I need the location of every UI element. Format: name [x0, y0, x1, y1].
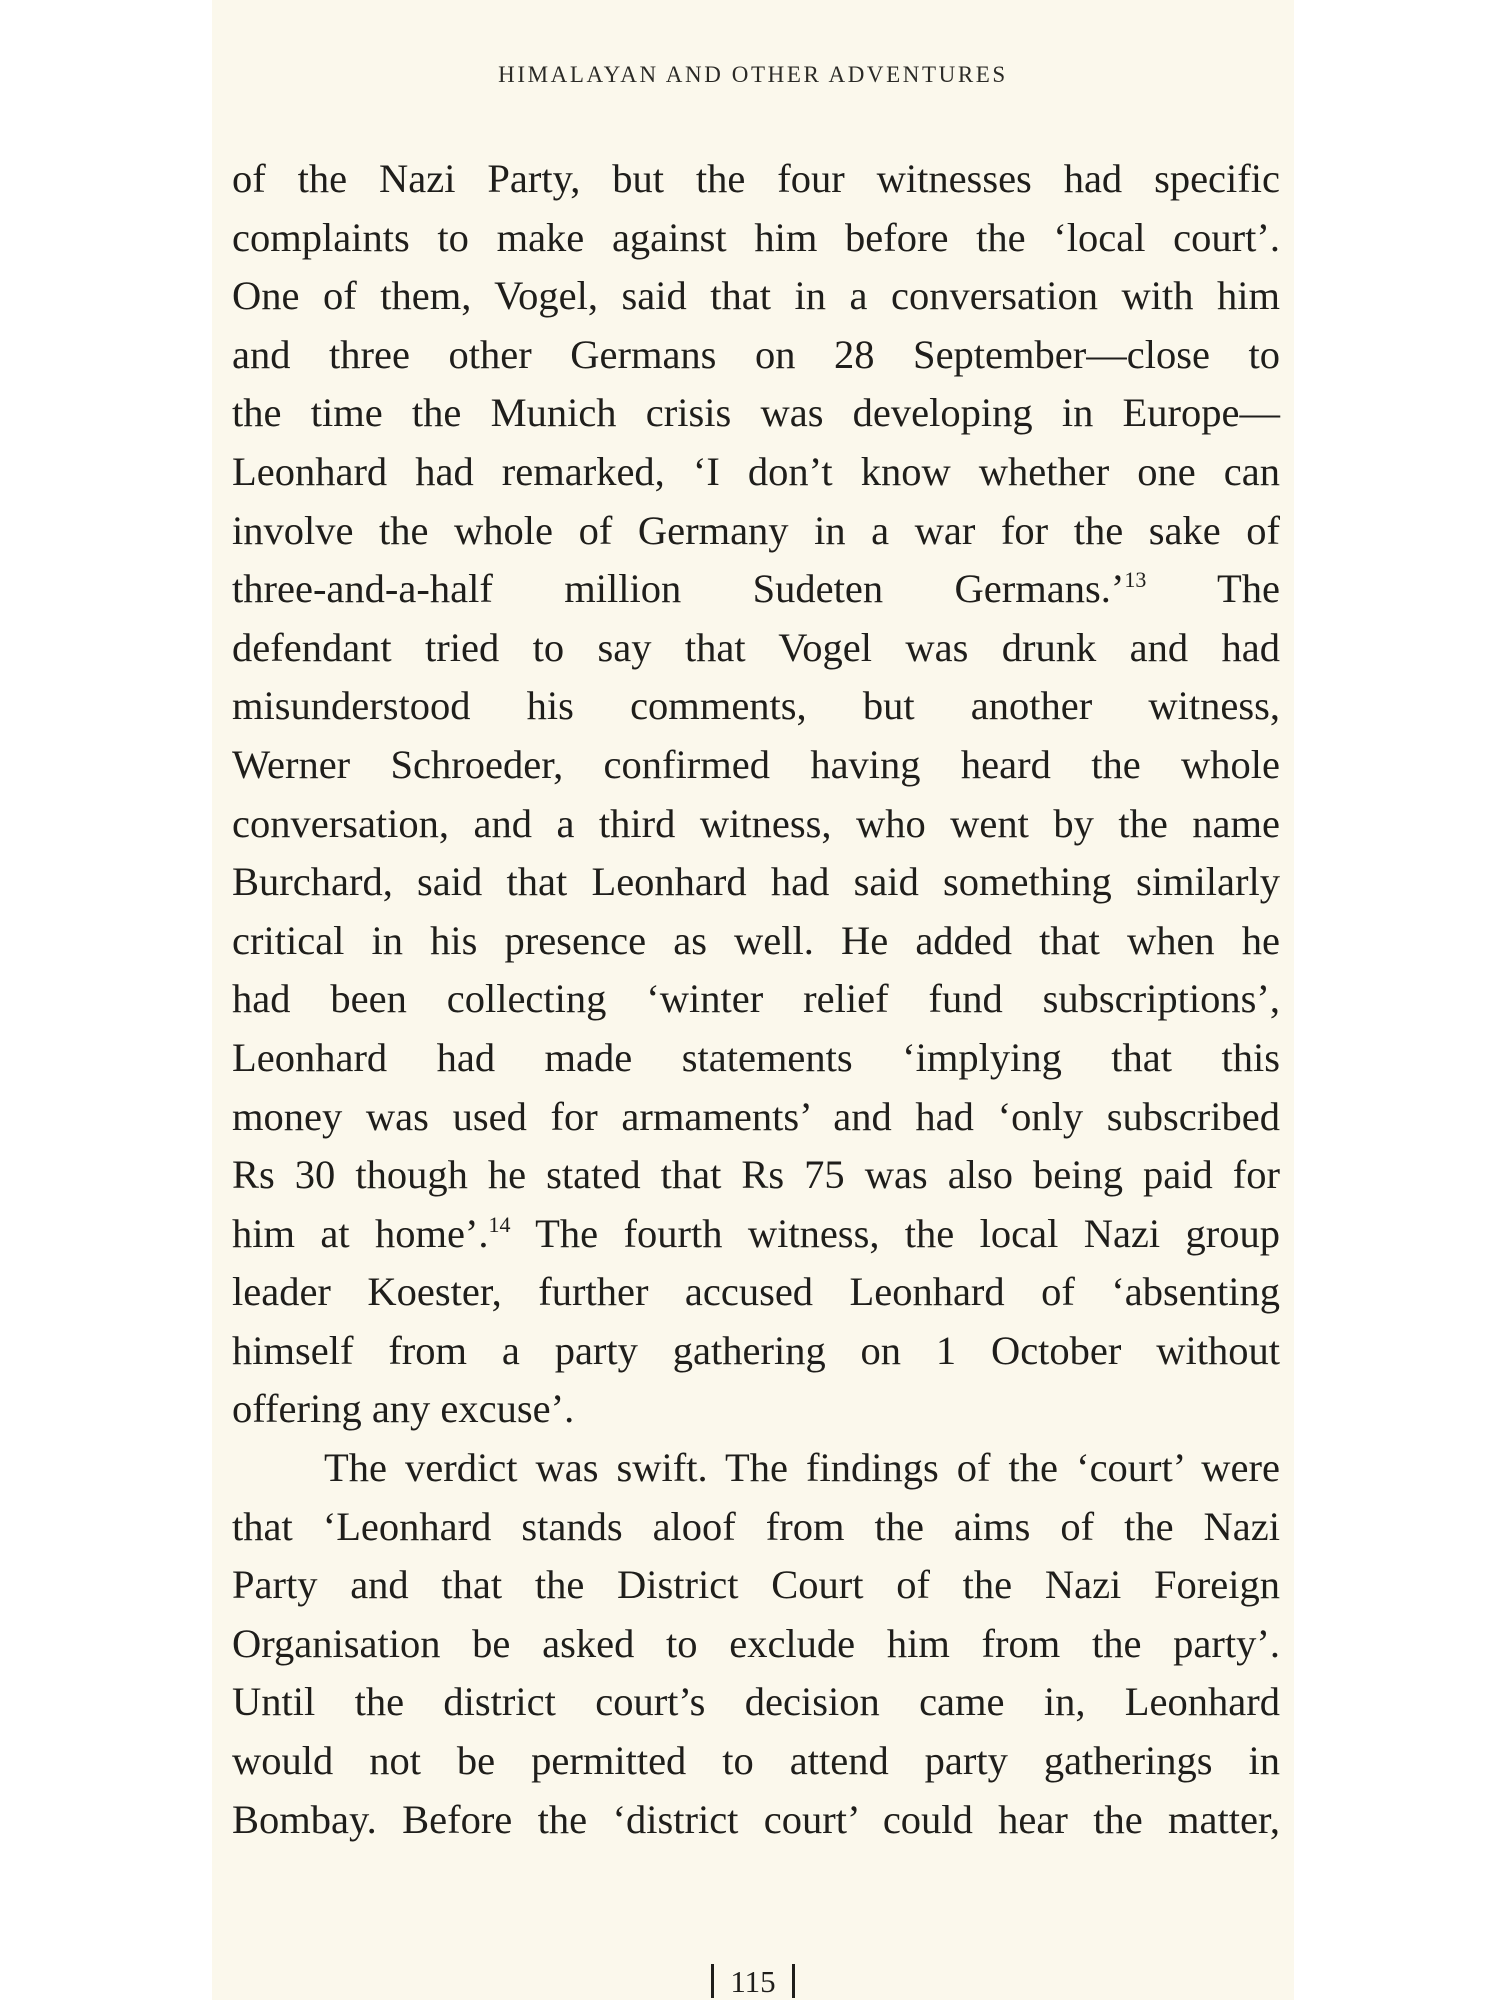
text-segment: The fourth witness, the local Nazi group: [510, 1210, 1280, 1256]
text-line: Burchard, said that Leonhard had said something similarly: [232, 859, 1280, 905]
folio-rule-right: [792, 1964, 795, 1998]
text-segment: three-and-a-half million Sudeten Germans.’: [232, 566, 1125, 612]
text-segment: him at home’.: [232, 1210, 489, 1256]
text-line: and three other Germans on 28 September—close to: [232, 331, 1280, 377]
text-line: Organisation be asked to exclude him from the party’.: [232, 1620, 1280, 1666]
text-line: Leonhard had made statements ‘implying that this: [232, 1034, 1280, 1080]
folio-rule-left: [711, 1964, 714, 1998]
text-line: Bombay. Before the ‘district court’ could hear the matter,: [232, 1796, 1280, 1842]
footnote-marker-14: 14: [488, 1211, 511, 1237]
text-line: Until the district court’s decision came in, Leonhard: [232, 1679, 1280, 1725]
text-line: involve the whole of Germany in a war for the sake of: [232, 507, 1280, 553]
text-line: [232, 1205, 1280, 1264]
paragraph: [232, 150, 1280, 1439]
running-head: HIMALAYAN AND OTHER ADVENTURES: [498, 62, 1008, 87]
paragraph: [232, 1439, 1280, 1849]
body-text: [232, 150, 1280, 1849]
book-page: [212, 0, 1294, 2000]
text-line: complaints to make against him before the ‘local court’.: [232, 214, 1280, 260]
text-line: Party and that the District Court of the Nazi Foreign: [232, 1562, 1280, 1608]
text-line: had been collecting ‘winter relief fund subscriptions’,: [232, 976, 1280, 1022]
text-line: [232, 560, 1280, 619]
text-line: critical in his presence as well. He added that when he: [232, 917, 1280, 963]
text-line: offering any excuse’.: [232, 1386, 575, 1432]
text-line: One of them, Vogel, said that in a conversation with him: [232, 273, 1280, 319]
text-line: misunderstood his comments, but another witness,: [232, 683, 1280, 729]
text-line: leader Koester, further accused Leonhard of ‘absenting: [232, 1269, 1280, 1315]
footnote-marker-13: 13: [1124, 567, 1147, 593]
text-line: would not be permitted to attend party gatherings in: [232, 1738, 1280, 1784]
text-segment: The: [1146, 566, 1281, 612]
page-number-value: 115: [730, 1964, 776, 1999]
text-line: defendant tried to say that Vogel was drunk and had: [232, 624, 1280, 670]
text-line: conversation, and a third witness, who went by the name: [232, 800, 1280, 846]
text-line: The verdict was swift. The findings of the ‘court’ were: [324, 1445, 1280, 1491]
text-line: the time the Munich crisis was developing in Europe—: [232, 390, 1280, 436]
text-line: that ‘Leonhard stands aloof from the aims of the Nazi: [232, 1503, 1280, 1549]
text-line: Werner Schroeder, confirmed having heard the whole: [232, 741, 1280, 787]
text-line: of the Nazi Party, but the four witnesses had specific: [232, 156, 1280, 201]
text-line: himself from a party gathering on 1 October without: [232, 1327, 1280, 1373]
page-number: [212, 1964, 1294, 2000]
text-line: Leonhard had remarked, ‘I don’t know whether one can: [232, 448, 1280, 494]
text-line: Rs 30 though he stated that Rs 75 was also being paid for: [232, 1152, 1280, 1198]
text-line: money was used for armaments’ and had ‘only subscribed: [232, 1093, 1280, 1139]
